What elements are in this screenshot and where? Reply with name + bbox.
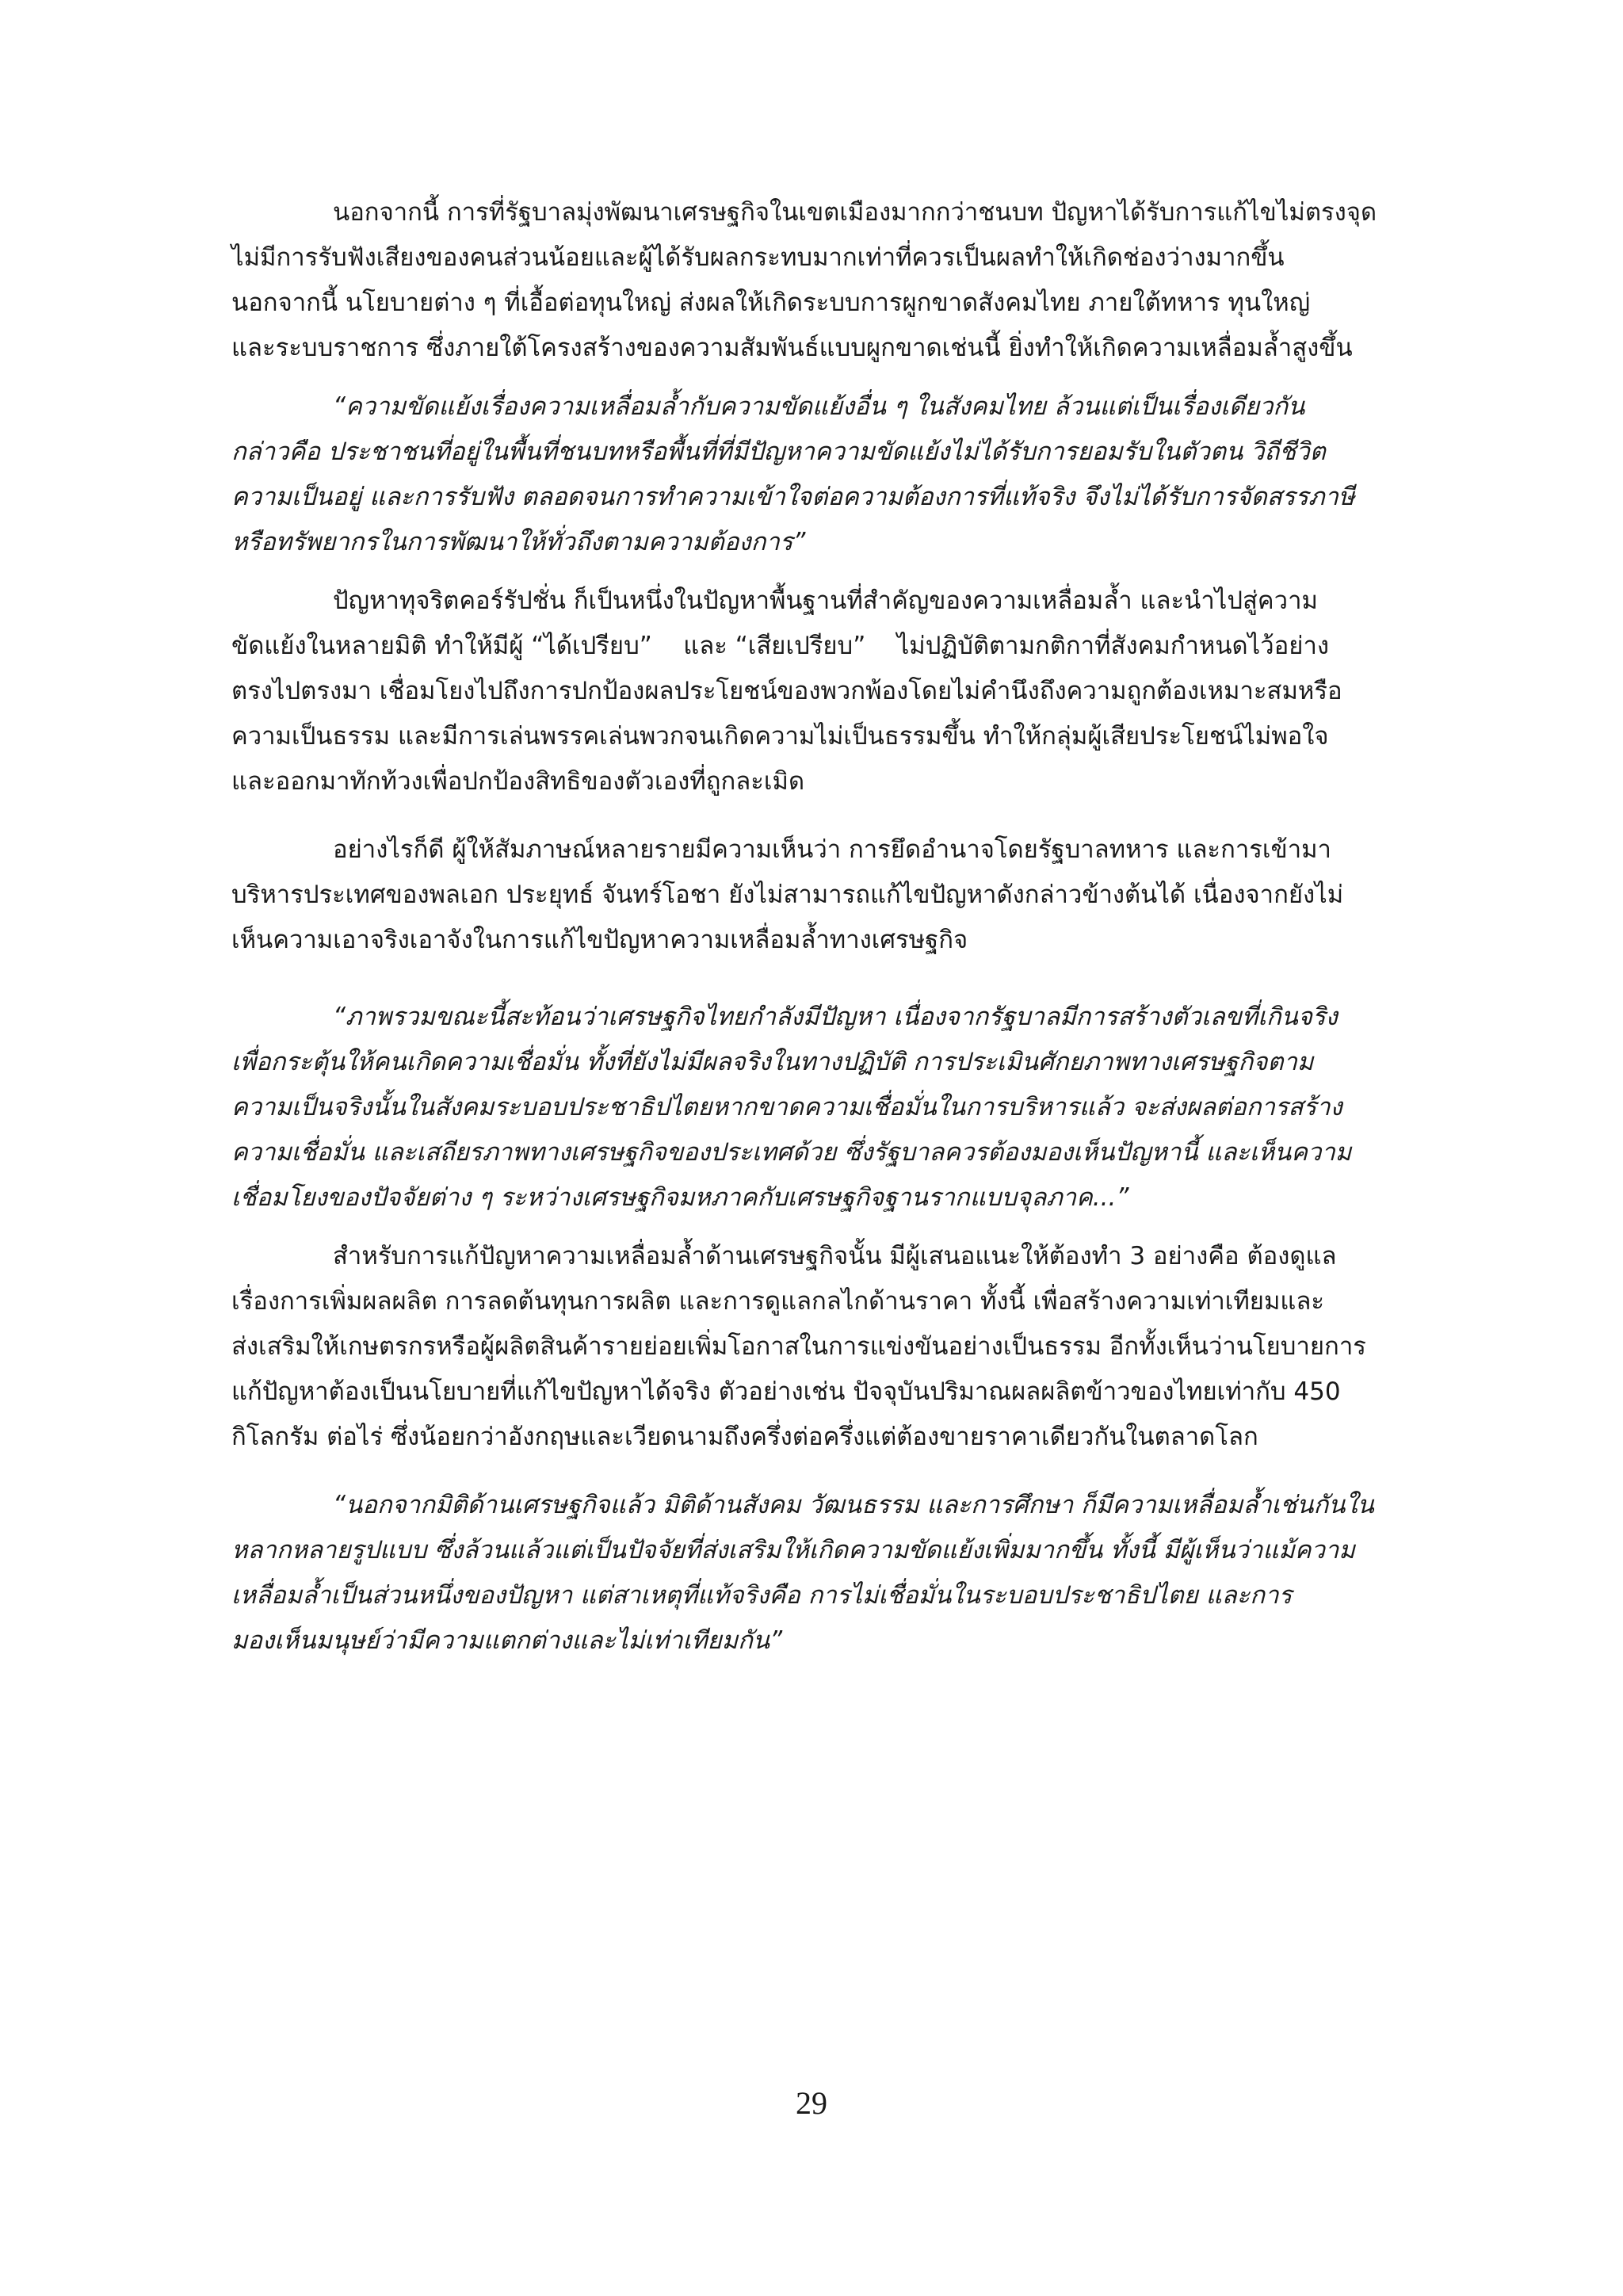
paragraph-economic-solutions bbox=[231, 1234, 1465, 1460]
quote-rural-conflict bbox=[231, 384, 1465, 565]
text-line: ไม่มีการรับฟังเสียงของคนส่วนน้อยและผู้ได้รับผลกระทบมากเท่าที่ควรเป็นผลทำให้เกิดช่องว่างมากขึ้น bbox=[231, 243, 1285, 272]
paragraph-urban-focus bbox=[231, 190, 1465, 371]
text-line: ความเป็นอยู่ และการรับฟัง ตลอดจนการทำความเข้าใจต่อความต้องการที่แท้จริง จึงไม่ได้รับการจัดสรรภาษี bbox=[231, 483, 1355, 511]
body-text bbox=[231, 190, 1465, 1664]
text-line: “นอกจากมิติด้านเศรษฐกิจแล้ว มิติด้านสังคม วัฒนธรรม และการศึกษา ก็มีความเหลื่อมล้ำเช่นกันใน bbox=[333, 1491, 1374, 1519]
text-line: เพื่อกระตุ้นให้คนเกิดความเชื่อมั่น ทั้งที่ยังไม่มีผลจริงในทางปฏิบัติ การประเมินศักยภาพทางเศรษฐกิจตาม bbox=[231, 1048, 1314, 1076]
text-line: ความเป็นธรรม และมีการเล่นพรรคเล่นพวกจนเกิดความไม่เป็นธรรมขึ้น ทำให้กลุ่มผู้เสียประโยชน์ไม่พอใจ bbox=[231, 722, 1329, 751]
text-line: กล่าวคือ ประชาชนที่อยู่ในพื้นที่ชนบทหรือพื้นที่ที่มีปัญหาความขัดแย้งไม่ได้รับการยอมรับในตัวตน วิถีชีวิต bbox=[231, 437, 1326, 466]
text-line: มองเห็นมนุษย์ว่ามีความแตกต่างและไม่เท่าเทียมกัน” bbox=[231, 1626, 783, 1655]
text-line: นอกจากนี้ นโยบายต่าง ๆ ที่เอื้อต่อทุนใหญ่ ส่งผลให้เกิดระบบการผูกขาดสังคมไทย ภายใต้ทหาร ทุนใหญ่ bbox=[231, 288, 1311, 317]
text-line: แก้ปัญหาต้องเป็นนโยบายที่แก้ไขปัญหาได้จริง ตัวอย่างเช่น ปัจจุบันปริมาณผลผลิตข้าวของไทยเท่ากับ 450 bbox=[231, 1377, 1341, 1406]
quote-economic-confidence bbox=[231, 995, 1465, 1221]
text-line: หรือทรัพยากรในการพัฒนาให้ทั่วถึงตามความต้องการ” bbox=[231, 528, 806, 556]
text-line: กิโลกรัม ต่อไร่ ซึ่งน้อยกว่าอังกฤษและเวียดนามถึงครึ่งต่อครึ่งแต่ต้องขายราคาเดียวกันในตลาดโลก bbox=[231, 1423, 1258, 1451]
text-line: ตรงไปตรงมา เชื่อมโยงไปถึงการปกป้องผลประโยชน์ของพวกพ้องโดยไม่คำนึงถึงความถูกต้องเหมาะสมหรือ bbox=[231, 677, 1342, 705]
text-line: หลากหลายรูปแบบ ซึ่งล้วนแล้วแต่เป็นปัจจัยที่ส่งเสริมให้เกิดความขัดแย้งเพิ่มมากขึ้น ทั้งนี้ มีผู้เห็นว่าแม้ความ bbox=[231, 1536, 1355, 1564]
page-number: 29 bbox=[796, 2085, 827, 2121]
quote-social-dimensions bbox=[231, 1483, 1465, 1664]
text-line: เชื่อมโยงของปัจจัยต่าง ๆ ระหว่างเศรษฐกิจมหภาคกับเศรษฐกิจฐานรากแบบจุลภาค...” bbox=[231, 1183, 1129, 1212]
text-line: และออกมาทักท้วงเพื่อปกป้องสิทธิของตัวเองที่ถูกละเมิด bbox=[231, 767, 805, 796]
paragraph-corruption bbox=[231, 579, 1465, 804]
text-line: อย่างไรก็ดี ผู้ให้สัมภาษณ์หลายรายมีความเห็นว่า การยึดอำนาจโดยรัฐบาลทหาร และการเข้ามา bbox=[333, 835, 1331, 864]
text-line: เห็นความเอาจริงเอาจังในการแก้ไขปัญหาความเหลื่อมล้ำทางเศรษฐกิจ bbox=[231, 926, 968, 954]
text-line: “ภาพรวมขณะนี้สะท้อนว่าเศรษฐกิจไทยกำลังมีปัญหา เนื่องจากรัฐบาลมีการสร้างตัวเลขที่เกินจริง bbox=[333, 1003, 1338, 1031]
text-line: เรื่องการเพิ่มผลผลิต การลดต้นทุนการผลิต และการดูแลกลไกด้านราคา ทั้งนี้ เพื่อสร้างความเท่าเทียมและ bbox=[231, 1287, 1325, 1316]
text-line: และระบบราชการ ซึ่งภายใต้โครงสร้างของความสัมพันธ์แบบผูกขาดเช่นนี้ ยิ่งทำให้เกิดความเหลื่อมล้ำสูงขึ้น bbox=[231, 334, 1353, 362]
text-line: นอกจากนี้ การที่รัฐบาลมุ่งพัฒนาเศรษฐกิจในเขตเมืองมากกว่าชนบท ปัญหาได้รับการแก้ไขไม่ตรงจุด bbox=[333, 198, 1377, 227]
paragraph-military-government bbox=[231, 827, 1465, 963]
text-line: บริหารประเทศของพลเอก ประยุทธ์ จันทร์โอชา ยังไม่สามารถแก้ไขปัญหาดังกล่าวข้างต้นได้ เนื่องจากยังไม่ bbox=[231, 881, 1344, 909]
text-line: เหลื่อมล้ำเป็นส่วนหนึ่งของปัญหา แต่สาเหตุที่แท้จริงคือ การไม่เชื่อมั่นในระบอบประชาธิปไตย และการ bbox=[231, 1581, 1293, 1610]
text-line: ขัดแย้งในหลายมิติ ทำให้มีผู้ “ได้เปรียบ” และ “เสียเปรียบ” ไม่ปฏิบัติตามกติกาที่สังคมกำหนดไว้อย่าง bbox=[231, 632, 1330, 660]
text-line: สำหรับการแก้ปัญหาความเหลื่อมล้ำด้านเศรษฐกิจนั้น มีผู้เสนอแนะให้ต้องทำ 3 อย่างคือ ต้องดูแล bbox=[333, 1242, 1337, 1270]
text-line: ส่งเสริมให้เกษตรกรหรือผู้ผลิตสินค้ารายย่อยเพิ่มโอกาสในการแข่งขันอย่างเป็นธรรม อีกทั้งเห็นว่านโยบายการ bbox=[231, 1332, 1366, 1361]
text-line: ความเป็นจริงนั้นในสังคมระบอบประชาธิปไตยหากขาดความเชื่อมั่นในการบริหารแล้ว จะส่งผลต่อการสร้าง bbox=[231, 1093, 1342, 1121]
text-line: ความเชื่อมั่น และเสถียรภาพทางเศรษฐกิจของประเทศด้วย ซึ่งรัฐบาลควรต้องมองเห็นปัญหานี้ และเห็นความ bbox=[231, 1138, 1352, 1167]
text-line: ปัญหาทุจริตคอร์รัปชั่น ก็เป็นหนึ่งในปัญหาพื้นฐานที่สำคัญของความเหลื่อมล้ำ และนำไปสู่ความ bbox=[333, 586, 1318, 615]
text-line: “ความขัดแย้งเรื่องความเหลื่อมล้ำกับความขัดแย้งอื่น ๆ ในสังคมไทย ล้วนแต่เป็นเรื่องเดียวกัน bbox=[333, 392, 1305, 421]
